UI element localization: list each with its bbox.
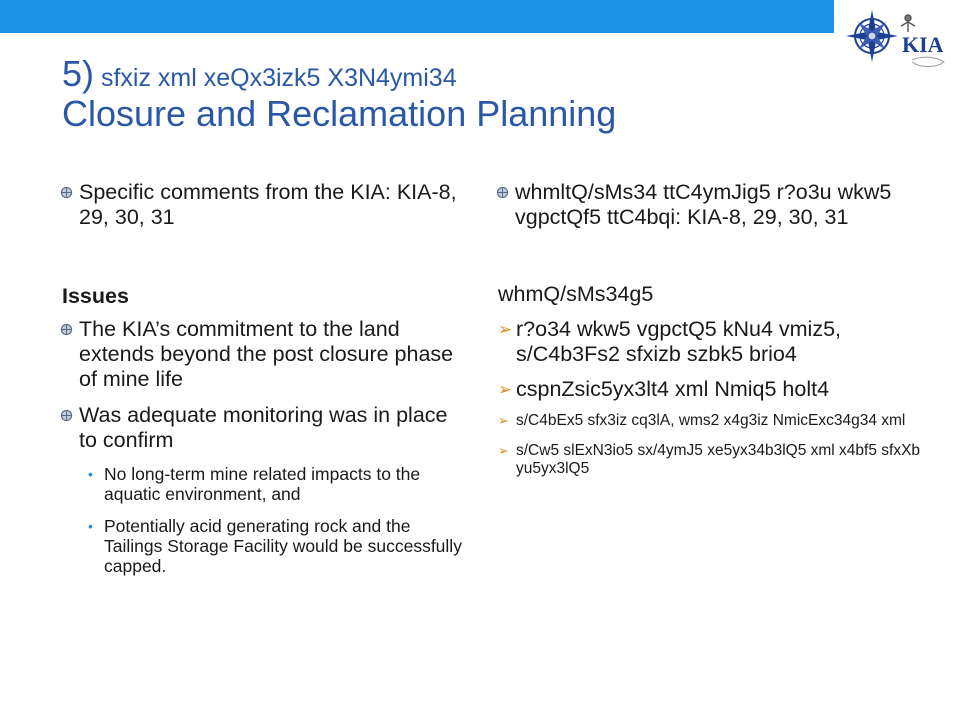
bullet-icon	[60, 186, 73, 199]
list-item: Was adequate monitoring was in place to confirm	[62, 403, 462, 453]
list-item: Specific comments from the KIA: KIA-8, 29, 30, 31	[62, 180, 462, 230]
kia-logo	[846, 4, 958, 72]
bullet-icon	[60, 323, 73, 336]
issues-heading: Issues	[62, 284, 129, 308]
sub-list-item: • No long-term mine related impacts to the aquatic environment, and	[88, 464, 421, 504]
left-column	[62, 180, 462, 588]
right-column	[498, 180, 938, 490]
dot-icon: •	[88, 518, 93, 534]
arrow-list-item: ➢ r?o34 wkw5 vgpctQ5 kNu4 vmiz5, s/C4b3Fs2 sfxizb szbk5 brio4	[498, 317, 842, 366]
logo-text: KIA	[902, 32, 944, 57]
dot-icon: •	[88, 466, 93, 482]
arrow-bullet-icon: ➢	[498, 413, 509, 428]
arrow-list-item: ➢ s/C4bEx5 sfx3iz cq3lA, wms2 x4g3iz NmicExc34g34 xml	[498, 412, 906, 429]
arrow-bullet-icon: ➢	[498, 443, 509, 458]
title-english: Closure and Reclamation Planning	[62, 92, 617, 134]
list-item: The KIA’s commitment to the land extends beyond the post closure phase of mine life	[62, 317, 462, 392]
bullet-icon	[60, 409, 73, 422]
arrow-bullet-icon: ➢	[498, 380, 513, 399]
title-syllabics: sfxiz xml xeQx3izk5 X3N4ymi34	[94, 64, 457, 92]
title-prefix: 5)	[62, 53, 95, 94]
top-accent-bar	[0, 0, 834, 33]
arrow-bullet-icon: ➢	[498, 320, 513, 339]
sub-list-item: • Potentially acid generating rock and the Tailings Storage Facility would be successfully capped.	[88, 516, 462, 576]
arrow-list-item: ➢ s/Cw5 slExN3io5 sx/4ymJ5 xe5yx34b3lQ5 xml x4bf5 sfxXb yu5yx3lQ5	[498, 442, 921, 477]
list-item: whmltQ/sMs34 ttC4ymJig5 r?o3u wkw5 vgpctQf5 ttC4bqi: KIA-8, 29, 30, 31	[498, 180, 938, 230]
slide-title	[62, 54, 822, 133]
syllabic-heading: whmQ/sMs34g5	[498, 282, 654, 306]
bullet-icon	[496, 186, 509, 199]
arrow-list-item: ➢ cspnZsic5yx3lt4 xml Nmiq5 holt4	[498, 377, 830, 401]
